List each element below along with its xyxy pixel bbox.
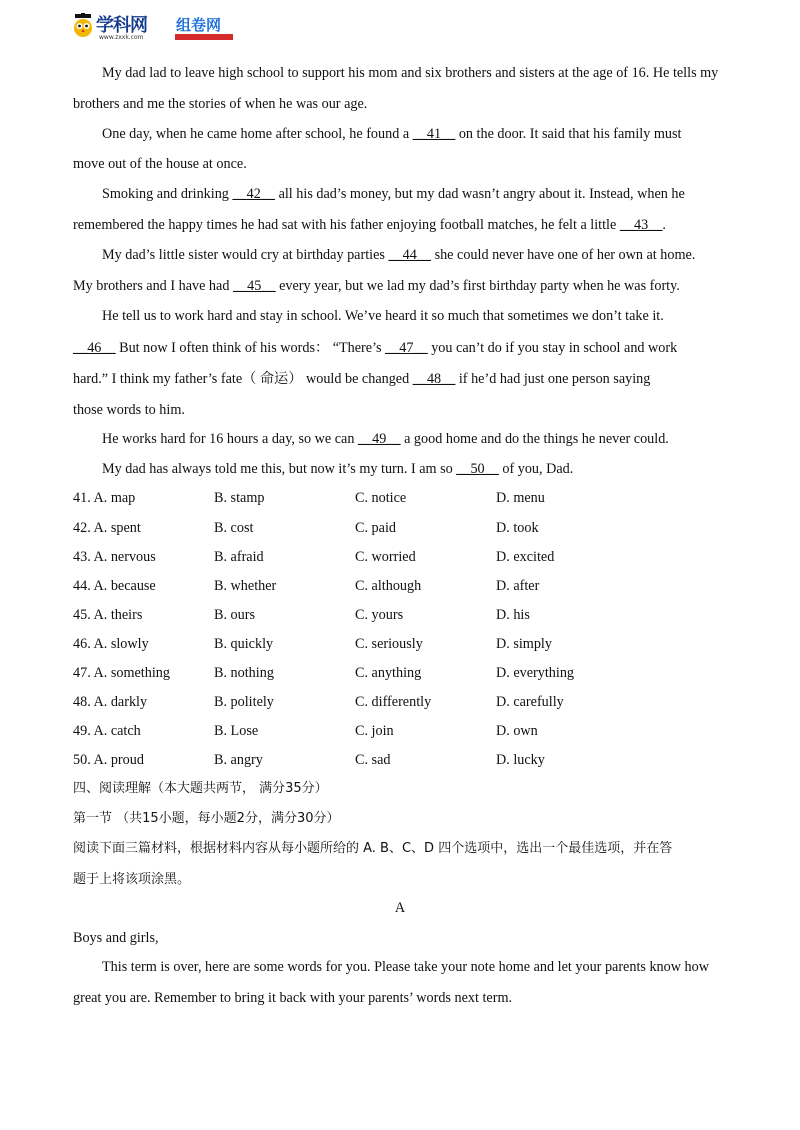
passage-line: He tell us to work hard and stay in school. We’ve heard it so much that sometimes we don’t take it.: [102, 308, 664, 324]
blank-41: __41__: [412, 126, 456, 142]
option-d: D. everything: [496, 665, 575, 681]
option-b: B. Lose: [214, 723, 259, 739]
option-b: B. politely: [214, 694, 274, 710]
option-d: D. own: [496, 723, 538, 739]
logo-sub-text: 组卷网: [176, 16, 222, 34]
section-subtitle: 第一节 （共15小题，每小题2分，满分30分）: [73, 811, 340, 826]
option-d: D. lucky: [496, 752, 545, 768]
blank-46: __46__: [73, 340, 116, 356]
instruction-line: 题于上将该项涂黑。: [73, 872, 191, 887]
option-d: D. excited: [496, 549, 555, 565]
option-c: C. sad: [355, 752, 391, 768]
option-a: 49. A. catch: [73, 723, 141, 739]
option-a: 41. A. map: [73, 490, 136, 506]
blank-44: __44__: [388, 247, 432, 263]
passage-line: My brothers and I have had __45__ every year, but we lad my dad’s first birthday party when he was forty.: [73, 278, 680, 294]
option-d: D. menu: [496, 490, 545, 506]
option-c: C. anything: [355, 665, 422, 681]
option-c: C. join: [355, 723, 394, 739]
option-c: C. seriously: [355, 636, 423, 652]
option-c: C. paid: [355, 520, 396, 536]
blank-50: __50__: [456, 461, 499, 477]
blank-45: __45__: [232, 278, 276, 294]
option-c: C. worried: [355, 549, 416, 565]
option-c: C. yours: [355, 607, 404, 623]
passage-line: remembered the happy times he had sat with his father enjoying football matches, he felt a little __43__.: [73, 217, 666, 233]
logo-red-bar: [175, 34, 233, 40]
passage-line: One day, when he came home after school, he found a __41__ on the door. It said that his family must: [102, 126, 682, 142]
passage-letter: A: [394, 900, 406, 916]
option-d: D. carefully: [496, 694, 564, 710]
owl-mascot-icon: [72, 13, 94, 39]
passage-line: Smoking and drinking __42__ all his dad’s money, but my dad wasn’t angry about it. Instead, when he: [102, 186, 685, 202]
option-b: B. cost: [214, 520, 254, 536]
option-d: D. took: [496, 520, 539, 536]
logo: [72, 9, 237, 43]
option-c: C. differently: [355, 694, 432, 710]
option-d: D. simply: [496, 636, 552, 652]
option-c: C. although: [355, 578, 422, 594]
option-b: B. quickly: [214, 636, 274, 652]
blank-47: __47__: [385, 340, 428, 356]
option-b: B. nothing: [214, 665, 274, 681]
option-b: B. stamp: [214, 490, 265, 506]
paragraph-line: This term is over, here are some words for you. Please take your note home and let your parents know how: [102, 959, 709, 975]
option-a: 46. A. slowly: [73, 636, 149, 652]
option-a: 42. A. spent: [73, 520, 141, 536]
greeting: Boys and girls,: [73, 930, 159, 946]
option-d: D. his: [496, 607, 530, 623]
option-a: 44. A. because: [73, 578, 156, 594]
option-b: B. angry: [214, 752, 263, 768]
option-a: 45. A. theirs: [73, 607, 143, 623]
passage-line: My dad’s little sister would cry at birthday parties __44__ she could never have one of her own at home.: [102, 247, 696, 263]
option-d: D. after: [496, 578, 540, 594]
passage-line: __46__ But now I often think of his words： “There’s __47__ you can’t do if you stay in school and work: [73, 340, 678, 356]
option-a: 47. A. something: [73, 665, 170, 681]
passage-line: brothers and me the stories of when he was our age.: [73, 96, 368, 112]
section-title: 四、阅读理解（本大题共两节， 满分35分）: [73, 781, 328, 796]
passage-line: hard.” I think my father’s fate（ 命运） would be changed __48__ if he’d had just one person saying: [73, 371, 651, 387]
instruction-line: 阅读下面三篇材料，根据材料内容从每小题所给的 A. B、C、D 四个选项中，选出一个最佳选项，并在答: [73, 841, 673, 856]
passage-line: My dad lad to leave high school to support his mom and six brothers and sisters at the age of 16. He tells my: [102, 65, 719, 81]
option-a: 48. A. darkly: [73, 694, 148, 710]
blank-42: __42__: [232, 186, 276, 202]
passage-line: My dad has always told me this, but now it’s my turn. I am so __50__ of you, Dad.: [102, 461, 574, 477]
paragraph-line: great you are. Remember to bring it back with your parents’ words next term.: [73, 990, 513, 1006]
option-c: C. notice: [355, 490, 407, 506]
option-b: B. ours: [214, 607, 255, 623]
blank-49: __49__: [357, 431, 401, 447]
option-b: B. afraid: [214, 549, 264, 565]
option-b: B. whether: [214, 578, 277, 594]
blank-48: __48__: [412, 371, 456, 387]
passage-line: He works hard for 16 hours a day, so we can __49__ a good home and do the things he never could.: [102, 431, 669, 447]
logo-main-text: 学科网: [96, 15, 147, 36]
passage-line: move out of the house at once.: [73, 156, 247, 172]
option-a: 50. A. proud: [73, 752, 144, 768]
passage-line: those words to him.: [73, 402, 185, 418]
option-a: 43. A. nervous: [73, 549, 156, 565]
logo-url: www.zxxk.com: [99, 34, 144, 41]
blank-43: __43__: [619, 217, 663, 233]
